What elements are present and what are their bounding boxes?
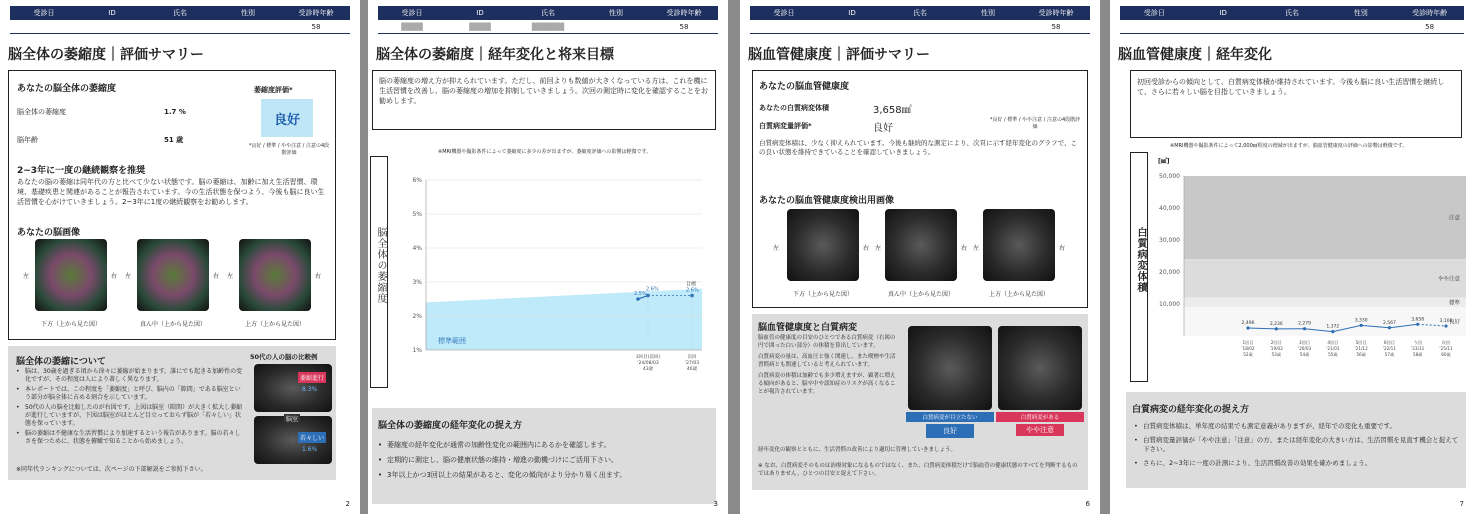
wm-volume-label: あなたの白質病変体積 xyxy=(759,104,829,112)
images-heading: あなたの脳画像 xyxy=(17,228,81,238)
y-axis-label: 脳全体の萎縮度 xyxy=(375,227,386,304)
explainer-bullet: • 萎縮度の経年変化が通常の加齢性変化の範囲内にあるかを確認します。 xyxy=(378,440,708,450)
images-heading: あなたの脳血管健康度検出用画像 xyxy=(759,196,895,206)
recommend-heading: 2~3年に一度の継続観察を推奨 xyxy=(17,166,146,176)
flair-image-middle xyxy=(885,209,957,281)
header-age-value: 58 xyxy=(679,22,689,31)
trend-intro-text: 初回受診からの傾向として、白質病変体積が維持されています。今後も脳に良い生活習慣を継続して、さらに若々しい脳を目指していきましょう。 xyxy=(1137,78,1445,96)
caption-upper: 上方（上から見た図） xyxy=(988,291,1049,298)
vascular-explainer xyxy=(752,314,1088,490)
box-heading: あなたの脳血管健康度 xyxy=(759,82,850,92)
explainer-heading: 白質病変の経年変化の捉え方 xyxy=(1132,405,1250,415)
trend-explainer xyxy=(372,408,716,504)
x-tick-label: 52歳 xyxy=(1243,352,1253,357)
right-label: 右 xyxy=(315,273,322,280)
caption-middle: 真ん中（上から見た図） xyxy=(887,291,954,298)
trend-intro-box xyxy=(372,70,716,130)
y-tick-label: 1% xyxy=(412,347,422,354)
atrophy-value: 1.7 % xyxy=(164,108,186,116)
explainer-bullet: • 白質病変量評価が「やや注意」「注意」の方、または経年変化の大きい方は、生活習慣を見直す機会と捉えて下さい。 xyxy=(1134,436,1460,454)
header-values xyxy=(1120,20,1464,34)
report-page-6 xyxy=(740,0,1100,514)
page-number: 3 xyxy=(713,500,718,508)
header-col-date: 受診日 xyxy=(33,9,55,17)
y-tick-label: 50,000 xyxy=(1159,173,1180,180)
band-0 xyxy=(1184,176,1466,259)
page-title: 脳血管健康度｜経年変化 xyxy=(1118,47,1272,63)
header-col-name: 氏名 xyxy=(173,9,187,17)
y-axis-unit: [㎣] xyxy=(1158,158,1170,165)
data-label: 2,236 xyxy=(1269,321,1283,327)
left-label: 左 xyxy=(973,245,980,252)
youthful-tag: 若々しい xyxy=(298,432,326,443)
explainer-bullet: • 脳は、30歳を過ぎる頃から徐々に萎縮が始まります。誰にでも起きる加齢性の変化ですが、その程度は人により著しく異なります。 xyxy=(16,368,244,384)
footnote: ※同年代ランキングについては、次ページの下部解説をご参照下さい。 xyxy=(16,466,207,473)
header-values: ████ ████ ██████ 58 xyxy=(378,20,718,34)
explainer-bullet: • さらに、2~3年に一度の計測により、生活習慣改善の効果を確かめましょう。 xyxy=(1134,459,1460,468)
data-point xyxy=(1275,327,1278,330)
compare-heading: 50代の人の脳の比較例 xyxy=(250,353,318,361)
caption-upper: 上方（上から見た図） xyxy=(244,321,305,328)
eval-value: 良好 xyxy=(873,123,893,134)
data-point xyxy=(1246,326,1249,329)
trend-intro-box xyxy=(1130,70,1462,138)
brain-image-lower xyxy=(35,239,107,311)
atrophy-label: 脳全体の萎縮度 xyxy=(17,108,66,116)
explainer-bullet: • 3年以上かつ3回以上の結果があると、変化の傾向がより分かり易く出ます。 xyxy=(378,470,708,480)
right-label: 右 xyxy=(1059,245,1066,252)
left-label: 左 xyxy=(23,273,30,280)
atrophy-trend-chart xyxy=(392,168,722,388)
header-age-value: 58 xyxy=(1051,22,1061,31)
explainer-bullet: • 50代の人の脳を比較したのが右図です。上図は脳室（隙間）が大きく拡大し萎縮が進行していますが、下図は脳室がほとんど目立っておらず脳が「若々しい」状態を保っています。 xyxy=(16,404,244,428)
explainer-paragraph: 脳血管の健康度の目安のひとつである白質病変（右図の円で囲った白い部分）の体積を算出しています。 xyxy=(758,335,896,349)
x-tick-label: 今回 xyxy=(1413,340,1422,345)
caption-lower: 下方（上から見た図） xyxy=(792,291,853,298)
chart-note: ※MRI機器や撮影条件によって2,000㎣程度の増減が出ますが、脳血管健康度の評価への影響は軽微です。 xyxy=(1170,143,1408,149)
explainer-heading: 脳全体の萎縮度の経年変化の捉え方 xyxy=(378,421,523,431)
flair-image-lower xyxy=(787,209,859,281)
explainer-heading: 脳全体の萎縮について xyxy=(16,357,106,367)
y-tick-label: 30,000 xyxy=(1159,237,1180,244)
header-col-id: ID xyxy=(476,9,484,17)
x-tick-label: 6回目 xyxy=(1383,340,1395,345)
patient-header xyxy=(1120,6,1464,34)
atrophy-progress-tag: 萎縮進行 xyxy=(298,372,326,383)
patient-header xyxy=(750,6,1090,34)
x-tick-label: 60歳 xyxy=(1441,352,1451,357)
ventricle-label: 脳室 xyxy=(286,416,299,423)
page-title: 脳血管健康度｜評価サマリー xyxy=(748,47,930,63)
header-col-sex: 性別 xyxy=(981,9,995,17)
y-tick-label: 4% xyxy=(412,245,422,252)
explainer-paragraph: 経年変化の観察とともに、生活習慣の改善により適切に管理していきましょう。 xyxy=(758,447,957,453)
header-values xyxy=(10,20,350,34)
patient-header xyxy=(10,6,350,34)
x-tick-label: '20/03 xyxy=(1297,346,1312,351)
x-tick-label: 55歳 xyxy=(1328,352,1338,357)
explainer-note: ※ なお、白質病変そのものは治療対象になるものではなく、また、白質病変体積だけで脳血管の健康状態のすべてを判断するものではありません。ひとつの目安と捉えて下さい。 xyxy=(758,463,1078,477)
page-title: 脳全体の萎縮度｜評価サマリー xyxy=(8,47,204,63)
right-label: 右 xyxy=(111,273,118,280)
wm-few-value: 良好 xyxy=(926,424,974,438)
data-label: 2,567 xyxy=(1382,320,1396,326)
right-label: 右 xyxy=(213,273,220,280)
x-tick-label: 次回 xyxy=(1441,340,1451,345)
header-col-sex: 性別 xyxy=(609,9,623,17)
goal-point xyxy=(690,294,694,298)
header-col-name: 氏名 xyxy=(1284,9,1299,17)
goal-label: 目標 xyxy=(686,281,697,288)
y-tick-label: 40,000 xyxy=(1159,205,1180,212)
caption-middle: 真ん中（上から見た図） xyxy=(139,321,206,328)
explainer-bullet: • 脳の萎縮は不健康な生活習慣により加速するという報告があります。脳の若々しさを保つために、状態を俯瞰で知ることから始めましょう。 xyxy=(16,430,244,446)
x-tick-label: 43歳 xyxy=(642,367,654,372)
youthful-value: 1.6% xyxy=(302,446,318,453)
standard-range-band xyxy=(426,286,702,350)
explainer-heading: 脳血管健康度と白質病変 xyxy=(758,323,858,333)
brain-image-upper xyxy=(239,239,311,311)
x-tick-label: 2回目 xyxy=(1270,340,1282,345)
y-axis-label-box xyxy=(370,156,388,388)
brain-age-value: 51 歳 xyxy=(164,136,184,144)
page-number: 7 xyxy=(1459,500,1464,508)
standard-range-label: 標準範囲 xyxy=(438,337,466,345)
x-tick-label: '21/01 xyxy=(1326,346,1340,351)
box-heading: あなたの脳全体の萎縮度 xyxy=(17,84,117,94)
x-tick-label: '25/11 xyxy=(1439,346,1453,351)
header-columns xyxy=(10,6,350,20)
x-tick-label: '24/08/03 xyxy=(637,361,659,366)
x-tick-label: '21/12 xyxy=(1354,346,1368,351)
header-col-id: ID xyxy=(1219,9,1227,17)
report-page-7 xyxy=(1110,0,1474,514)
explainer-bullets xyxy=(1134,422,1460,473)
band-2 xyxy=(1184,298,1466,308)
eval-label: 白質病変量評価* xyxy=(759,122,812,130)
y-tick-label: 3% xyxy=(412,279,422,286)
wm-volume-value: 3,658㎣ xyxy=(873,105,912,116)
x-tick-label: 57歳 xyxy=(1384,352,1395,357)
band-1 xyxy=(1184,259,1466,297)
data-label: 2,496 xyxy=(1241,321,1255,327)
header-age-value: 58 xyxy=(1425,22,1435,31)
x-tick-label: 46歳 xyxy=(686,367,698,372)
data-point xyxy=(1388,326,1391,329)
x-tick-label: '23/11 xyxy=(1411,346,1425,351)
x-tick-label: 1回目 xyxy=(1242,340,1254,345)
data-label: 3,330 xyxy=(1354,318,1368,324)
wm-few-tag: 白質病変が目立たない xyxy=(906,412,994,422)
header-columns xyxy=(1120,6,1464,20)
brain-image-middle xyxy=(137,239,209,311)
data-point xyxy=(1360,324,1363,327)
header-age-value: 58 xyxy=(311,22,321,31)
eval-note: *良好 / 標準 / やや注意 / 注意の4段階評価 xyxy=(248,143,330,156)
x-tick-label: 4回目 xyxy=(1327,340,1339,345)
left-label: 左 xyxy=(227,273,234,280)
y-tick-label: 20,000 xyxy=(1159,269,1180,276)
caption-lower: 下方（上から見た図） xyxy=(40,321,101,328)
x-tick-label: 58歳 xyxy=(1412,352,1423,357)
y-axis-label-box xyxy=(1130,152,1148,382)
header-col-age: 受診時年齢 xyxy=(666,9,702,17)
eval-note: *良好 / 標準 / やや注意 / 注意の4段階評価 xyxy=(989,117,1081,130)
x-tick-label: 53歳 xyxy=(1271,352,1282,357)
left-label: 左 xyxy=(875,245,882,252)
right-label: 右 xyxy=(863,245,870,252)
data-label: 3,108 xyxy=(1439,319,1453,325)
left-label: 左 xyxy=(125,273,132,280)
atrophy-explainer xyxy=(8,346,336,480)
band-label: やや注意 xyxy=(1437,276,1460,283)
wm-example-good xyxy=(908,326,992,410)
wm-many-value: やや注意 xyxy=(1016,424,1064,436)
header-col-date: 受診日 xyxy=(773,9,795,17)
x-tick-label: 3回目 xyxy=(1299,340,1311,345)
wm-example-caution xyxy=(998,326,1082,410)
report-page-3 xyxy=(368,0,728,514)
x-tick-label: '27/03 xyxy=(684,361,700,366)
data-label: 2,279 xyxy=(1298,321,1312,327)
data-point xyxy=(1416,323,1419,326)
header-col-id: ID xyxy=(108,9,116,17)
header-col-age: 受診時年齢 xyxy=(1412,9,1448,17)
atrophy-summary-box xyxy=(8,70,336,340)
header-col-name: 氏名 xyxy=(541,9,555,17)
y-tick-label: 10,000 xyxy=(1159,301,1180,308)
data-label: 3,658 xyxy=(1411,317,1425,323)
page-title: 脳全体の萎縮度｜経年変化と将来目標 xyxy=(376,47,614,63)
right-label: 右 xyxy=(961,245,968,252)
wm-many-tag: 白質病変がある xyxy=(996,412,1084,422)
y-tick-label: 6% xyxy=(412,177,422,184)
data-label: 1,372 xyxy=(1326,324,1340,330)
explainer-bullet: • 定期的に測定し、脳の健康状態の維持・増進の動機づけにご活用下さい。 xyxy=(378,455,708,465)
data-label: 2.6% xyxy=(646,286,659,293)
header-col-id: ID xyxy=(848,9,856,17)
explainer-bullets xyxy=(378,440,708,485)
explainer-bullet: • 白質病変体積は、単年度の結果でも測定意義がありますが、経年での変化も重要です。 xyxy=(1134,422,1460,431)
explainer-paragraph: 白質病変の体積は加齢でも多少増えますが、顕著に増える傾向があると、脳卒中や認知症のリスクが高くなることが報告されています。 xyxy=(758,373,896,395)
x-tick-label: '18/02 xyxy=(1241,346,1255,351)
explainer-paragraphs xyxy=(758,334,898,399)
white-matter-trend-chart xyxy=(1150,160,1470,376)
data-point xyxy=(1331,330,1334,333)
header-col-date: 受診日 xyxy=(1143,9,1165,17)
band-label: 標準 xyxy=(1448,300,1460,307)
data-label: 2.6% xyxy=(686,287,699,294)
header-columns xyxy=(750,6,1090,20)
band-label: 良好 xyxy=(1448,319,1460,326)
header-col-age: 受診時年齢 xyxy=(1038,9,1074,17)
explainer-bullet: • 本レポートでは、この程度を「萎縮度」と呼び、脳内の「隙間」である脳室という部分が脳全体に占める割合を示しています。 xyxy=(16,386,244,402)
patient-header xyxy=(378,6,718,34)
vascular-desc: 白質病変体積は、少なく抑えられています。今後も継続的な測定により、次頁に示す経年変化のグラフで、この良い状態を維持できていることを確認していきましょう。 xyxy=(759,139,1078,156)
header-values xyxy=(750,20,1090,34)
data-label: 2.5% xyxy=(634,291,647,297)
header-col-name: 氏名 xyxy=(913,9,927,17)
vascular-summary-box xyxy=(752,70,1088,308)
wm-trend-explainer xyxy=(1126,392,1466,488)
data-point xyxy=(636,297,640,301)
chart-note: ※MRI機器や撮影条件によって萎縮度に多少の差が出ますが、萎縮度評価への影響は軽微です。 xyxy=(438,149,652,155)
brain-age-label: 脳年齢 xyxy=(17,136,38,144)
y-tick-label: 2% xyxy=(412,313,422,320)
report-page-2 xyxy=(0,0,360,514)
x-tick-label: 3回目(前回) xyxy=(635,355,661,360)
page-number: 2 xyxy=(345,500,350,508)
band-label: 注意 xyxy=(1448,215,1460,222)
data-point xyxy=(1303,327,1306,330)
x-tick-label: 次回 xyxy=(687,355,697,360)
explainer-paragraph: 白質病変の量は、高血圧と強く関連し、また喫煙や生活習慣病とも関連していると考えられています。 xyxy=(758,354,896,368)
atrophy-progress-value: 8.3% xyxy=(302,386,318,393)
header-col-sex: 性別 xyxy=(1353,9,1368,17)
y-axis-label: 白質病変体積 xyxy=(1135,227,1146,293)
x-tick-label: '19/02 xyxy=(1269,346,1283,351)
x-tick-label: 54歳 xyxy=(1299,352,1310,357)
eval-badge: 良好 xyxy=(261,99,313,137)
explainer-bullets xyxy=(16,368,244,448)
eval-label: 萎縮度評価* xyxy=(254,86,293,94)
flair-image-upper xyxy=(983,209,1055,281)
header-col-sex: 性別 xyxy=(241,9,255,17)
header-col-age: 受診時年齢 xyxy=(298,9,334,17)
x-tick-label: '22/11 xyxy=(1382,346,1397,351)
left-label: 左 xyxy=(773,245,780,252)
page-number: 6 xyxy=(1085,500,1090,508)
data-point xyxy=(1444,324,1447,327)
y-tick-label: 5% xyxy=(412,211,422,218)
x-tick-label: 56歳 xyxy=(1356,352,1366,357)
x-tick-label: 5回目 xyxy=(1355,340,1367,345)
recommend-text: あなたの脳の萎縮は同年代の方と比べて少ない状態です。脳の萎縮は、加齢に加え生活習慣、環境、基礎疾患と関連があることが報告されています。今の生活状態を保つよう、今後も脳に良い生活習慣を心がけていきましょう。2~3年に1度の継続観察をお勧めします。 xyxy=(17,178,325,206)
header-col-date: 受診日 xyxy=(401,9,423,17)
trend-intro-text: 脳の萎縮度の増え方が抑えられています。ただし、前回よりも数値が大きくなっている方は、これを機に生活習慣を改善し、脳の萎縮度の増加を抑制していきましょう。次回の測定時に変化を確認することをお勧めします。 xyxy=(379,77,708,105)
header-columns xyxy=(378,6,718,20)
